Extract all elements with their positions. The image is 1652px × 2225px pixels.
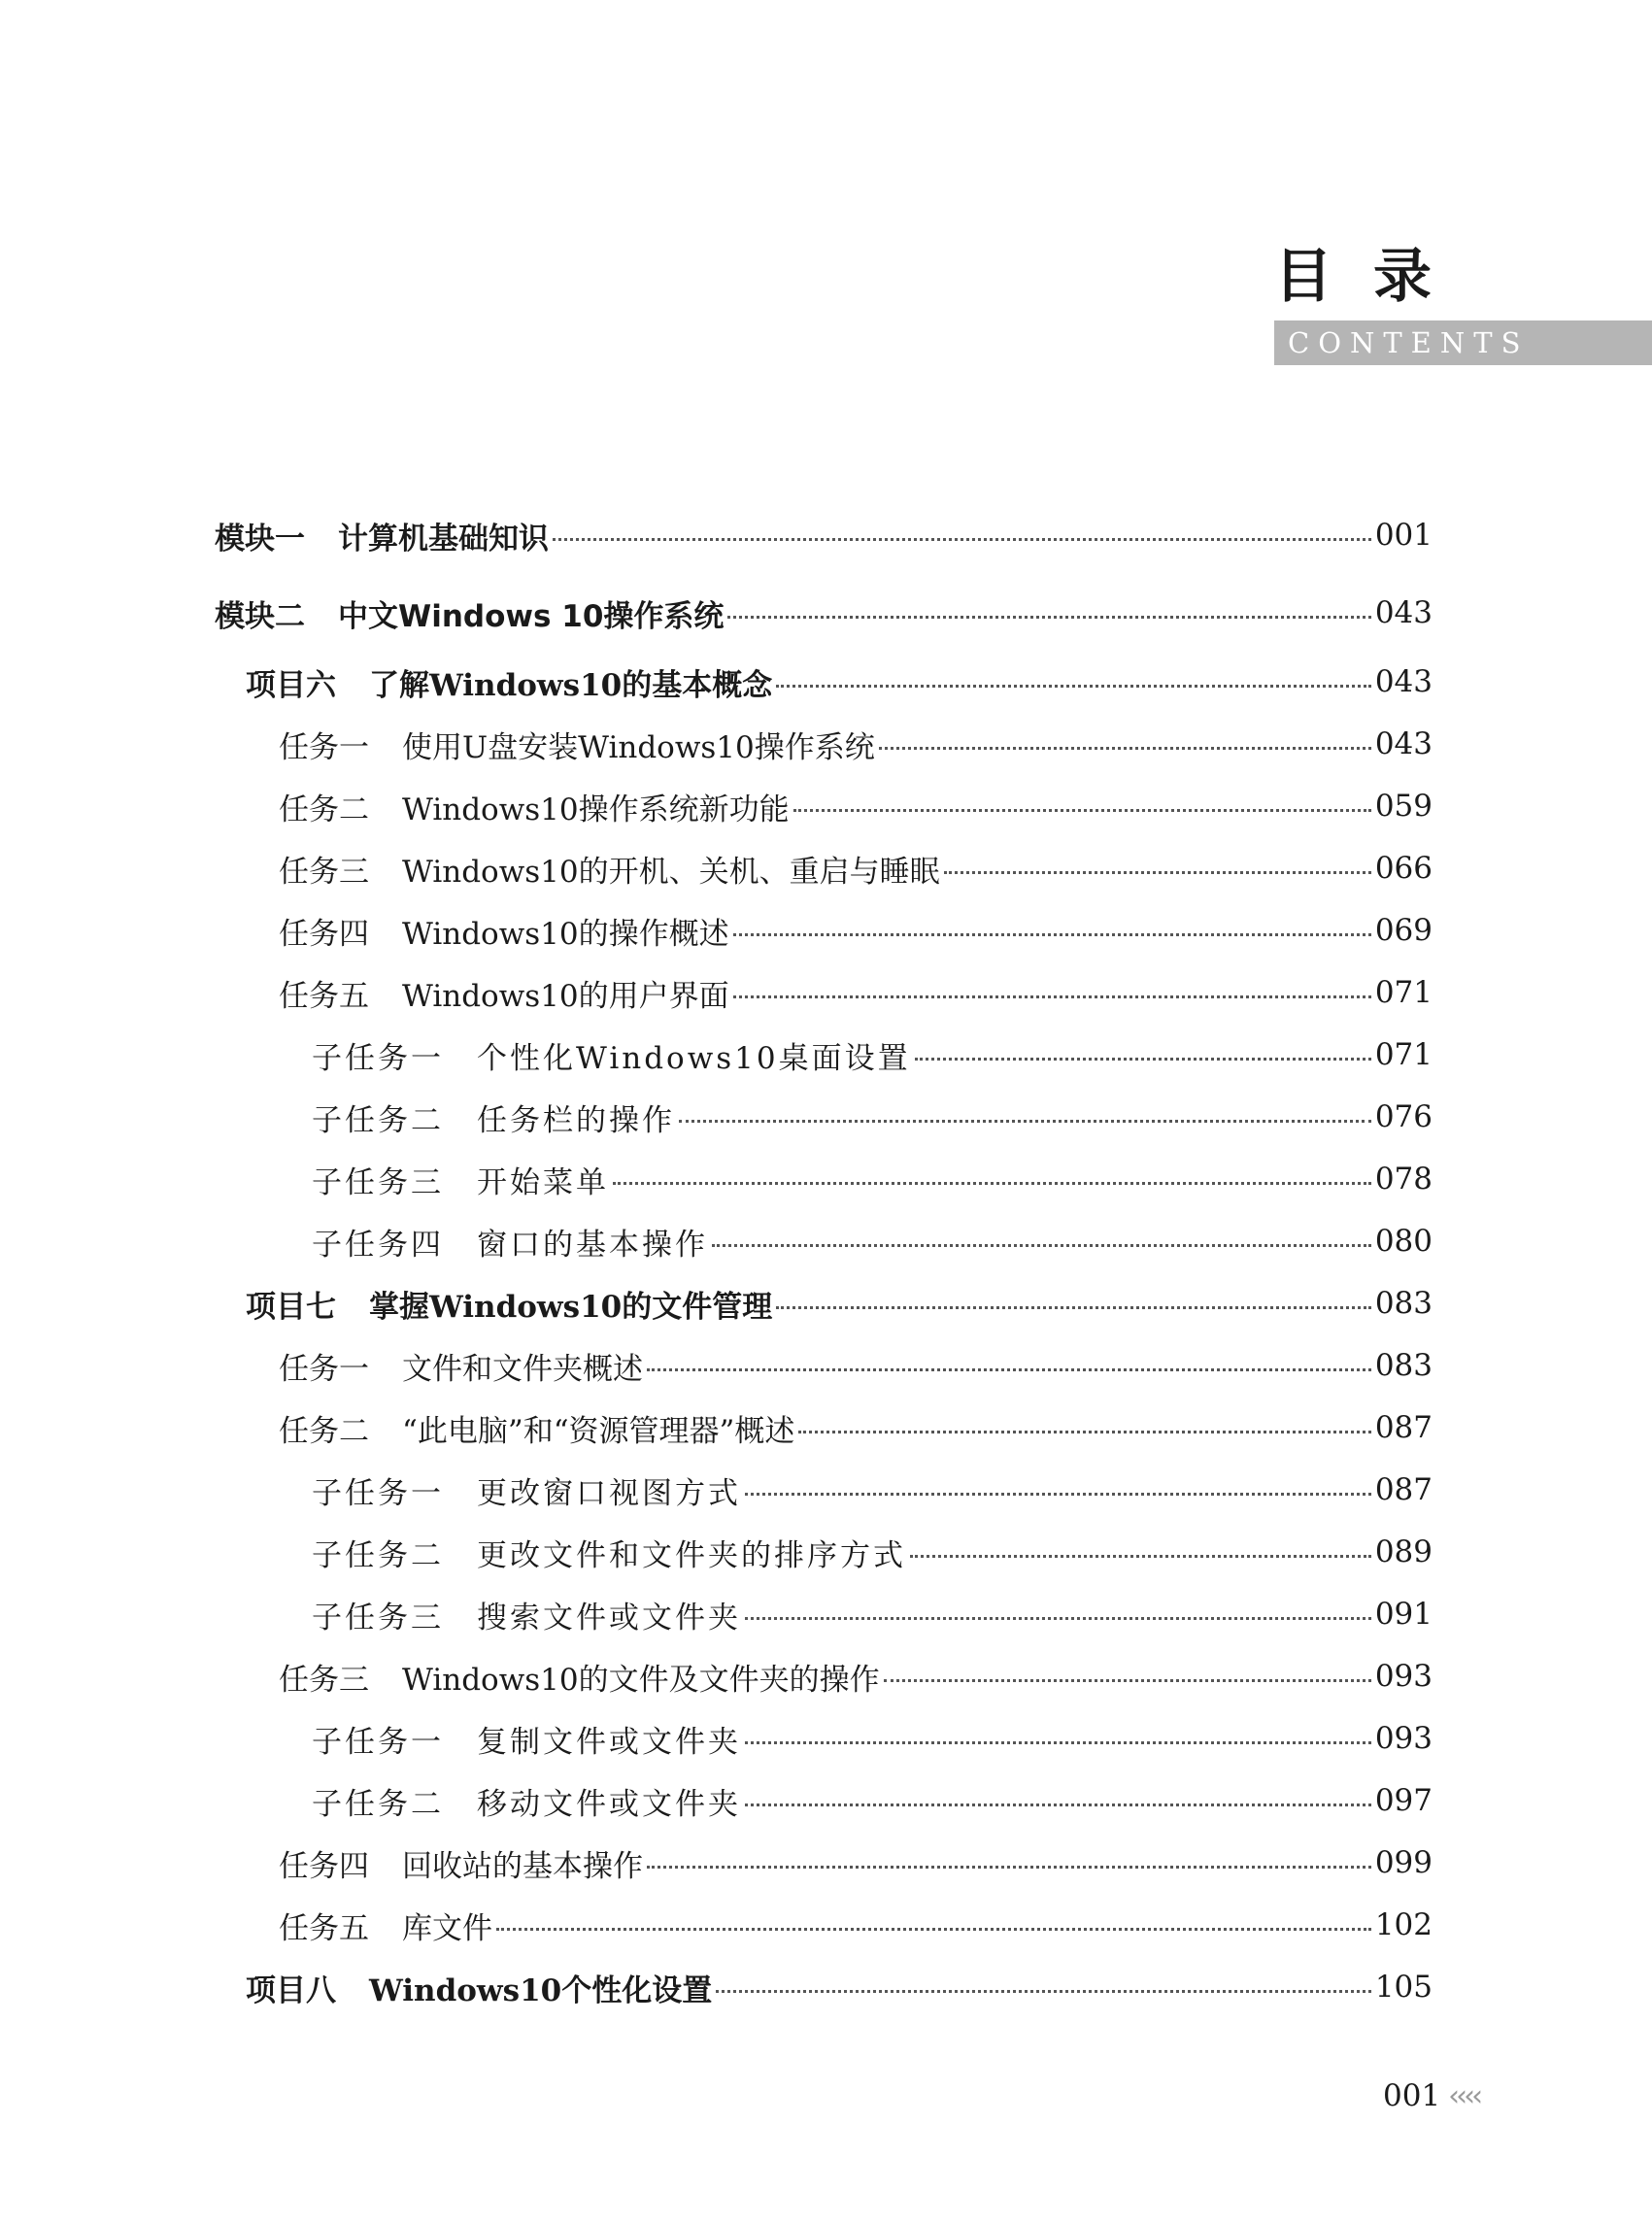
dot-leader bbox=[733, 933, 1371, 936]
entry-title: Windows10的操作概述 bbox=[402, 916, 729, 952]
page-number: 001 bbox=[1383, 2078, 1441, 2113]
dot-leader bbox=[776, 685, 1371, 688]
toc-entry[interactable] bbox=[312, 1156, 1433, 1202]
dot-leader bbox=[745, 1741, 1371, 1744]
toc-entry[interactable] bbox=[279, 721, 1433, 767]
dot-leader bbox=[613, 1182, 1371, 1185]
entry-page: 105 bbox=[1374, 1970, 1433, 2005]
entry-label: 子任务一 bbox=[312, 1724, 444, 1760]
entry-title: Windows10的用户界面 bbox=[402, 978, 729, 1014]
entry-page: 043 bbox=[1374, 726, 1433, 761]
entry-title: 掌握Windows10的文件管理 bbox=[369, 1289, 773, 1325]
entry-title: 窗口的基本操作 bbox=[477, 1227, 708, 1263]
dot-leader bbox=[679, 1120, 1371, 1123]
entry-label: 项目六 bbox=[246, 667, 336, 703]
entry-label: 任务一 bbox=[279, 1351, 369, 1387]
toc-entry[interactable] bbox=[246, 658, 1433, 705]
toc-entry[interactable] bbox=[312, 1031, 1433, 1078]
entry-title: 中文Windows 10操作系统 bbox=[338, 598, 725, 634]
entry-title: 库文件 bbox=[402, 1910, 492, 1946]
entry-label: 子任务三 bbox=[312, 1164, 444, 1200]
dot-leader bbox=[745, 1804, 1371, 1806]
page-footer bbox=[1383, 2078, 1479, 2113]
entry-title: 了解Windows10的基本概念 bbox=[369, 667, 773, 703]
toc-entry[interactable] bbox=[279, 1839, 1433, 1886]
dot-leader bbox=[793, 809, 1371, 812]
entry-page: 099 bbox=[1374, 1845, 1433, 1880]
entry-page: 076 bbox=[1374, 1099, 1433, 1134]
entry-title: Windows10操作系统新功能 bbox=[402, 792, 790, 827]
entry-label: 任务三 bbox=[279, 1662, 369, 1698]
dot-leader bbox=[553, 538, 1371, 541]
dot-leader bbox=[915, 1058, 1371, 1061]
entry-title: Windows10的文件及文件夹的操作 bbox=[402, 1662, 880, 1698]
dot-leader bbox=[745, 1617, 1371, 1620]
dot-leader bbox=[733, 995, 1371, 998]
entry-label: 任务三 bbox=[279, 854, 369, 890]
entry-title: 移动文件或文件夹 bbox=[477, 1786, 741, 1822]
dot-leader bbox=[745, 1493, 1371, 1496]
toc-entry[interactable] bbox=[279, 969, 1433, 1016]
entry-page: 043 bbox=[1374, 664, 1433, 699]
toc-entry[interactable] bbox=[312, 1466, 1433, 1513]
entry-page: 059 bbox=[1374, 789, 1433, 824]
entry-label: 任务二 bbox=[279, 792, 369, 827]
entry-page: 043 bbox=[1374, 595, 1433, 630]
entry-title: 任务栏的操作 bbox=[477, 1102, 675, 1138]
entry-label: 子任务二 bbox=[312, 1786, 444, 1822]
entry-label: 任务五 bbox=[279, 1910, 369, 1946]
toc-entry[interactable] bbox=[312, 1529, 1433, 1575]
toc-entry[interactable] bbox=[312, 1591, 1433, 1637]
entry-page: 091 bbox=[1374, 1597, 1433, 1632]
dot-leader bbox=[716, 1990, 1371, 1993]
entry-page: 083 bbox=[1374, 1348, 1433, 1383]
entry-title: 使用U盘安装Windows10操作系统 bbox=[402, 729, 875, 765]
entry-page: 078 bbox=[1374, 1162, 1433, 1197]
entry-title: Windows10的开机、关机、重启与睡眠 bbox=[402, 854, 940, 890]
entry-page: 069 bbox=[1374, 913, 1433, 948]
dot-leader bbox=[776, 1306, 1371, 1309]
entry-title: 复制文件或文件夹 bbox=[477, 1724, 741, 1760]
entry-page: 102 bbox=[1374, 1907, 1433, 1942]
entry-title: 搜索文件或文件夹 bbox=[477, 1600, 741, 1635]
entry-label: 子任务一 bbox=[312, 1040, 444, 1076]
entry-title: 计算机基础知识 bbox=[338, 521, 549, 556]
dot-leader bbox=[727, 616, 1370, 619]
entry-label: 项目七 bbox=[246, 1289, 336, 1325]
entry-label: 任务四 bbox=[279, 916, 369, 952]
entry-page: 080 bbox=[1374, 1224, 1433, 1259]
toc-entry[interactable] bbox=[279, 1342, 1433, 1389]
toc-entry[interactable] bbox=[279, 1902, 1433, 1948]
entry-label: 子任务四 bbox=[312, 1227, 444, 1263]
entry-page: 093 bbox=[1374, 1721, 1433, 1756]
dot-leader bbox=[944, 871, 1371, 874]
entry-label: 子任务二 bbox=[312, 1102, 444, 1138]
dot-leader bbox=[798, 1431, 1370, 1433]
page-title: 目录 bbox=[1274, 243, 1472, 311]
entry-title: 个性化Windows10桌面设置 bbox=[477, 1040, 911, 1076]
toc-entry[interactable] bbox=[312, 1777, 1433, 1824]
toc-entry[interactable] bbox=[312, 1094, 1433, 1140]
entry-title: 开始菜单 bbox=[477, 1164, 609, 1200]
entry-page: 087 bbox=[1374, 1472, 1433, 1507]
dot-leader bbox=[647, 1866, 1371, 1869]
entry-page: 071 bbox=[1374, 1037, 1433, 1072]
toc-entry[interactable] bbox=[215, 590, 1433, 636]
entry-title: 文件和文件夹概述 bbox=[402, 1351, 643, 1387]
entry-label: 任务一 bbox=[279, 729, 369, 765]
dot-leader bbox=[647, 1368, 1371, 1371]
entry-label: 模块二 bbox=[215, 598, 305, 634]
toc-entry[interactable] bbox=[215, 512, 1433, 558]
toc-entry[interactable] bbox=[312, 1715, 1433, 1762]
entry-page: 089 bbox=[1374, 1534, 1433, 1569]
entry-label: 项目八 bbox=[246, 1972, 336, 2008]
entry-label: 任务二 bbox=[279, 1413, 369, 1449]
entry-page: 066 bbox=[1374, 851, 1433, 886]
entry-title: 回收站的基本操作 bbox=[402, 1848, 643, 1884]
dot-leader bbox=[879, 747, 1371, 750]
entry-label: 子任务一 bbox=[312, 1475, 444, 1511]
entry-title: 更改窗口视图方式 bbox=[477, 1475, 741, 1511]
entry-page: 001 bbox=[1374, 518, 1433, 553]
dot-leader bbox=[910, 1555, 1371, 1558]
entry-label: 子任务三 bbox=[312, 1600, 444, 1635]
toc-entry[interactable] bbox=[279, 783, 1433, 829]
toc-entry[interactable] bbox=[279, 907, 1433, 954]
toc-entry[interactable] bbox=[279, 1653, 1433, 1700]
contents-subtitle: CONTENTS bbox=[1288, 326, 1530, 359]
toc-entry[interactable] bbox=[246, 1964, 1433, 2010]
entry-label: 任务四 bbox=[279, 1848, 369, 1884]
dot-leader bbox=[884, 1679, 1371, 1682]
chevron-left-icon: ‹‹‹‹ bbox=[1448, 2079, 1480, 2113]
entry-page: 071 bbox=[1374, 975, 1433, 1010]
toc-entry[interactable] bbox=[312, 1218, 1433, 1264]
toc-entry[interactable] bbox=[279, 1404, 1433, 1451]
toc-entry[interactable] bbox=[279, 845, 1433, 892]
entry-title: Windows10个性化设置 bbox=[369, 1972, 713, 2008]
entry-title: 更改文件和文件夹的排序方式 bbox=[477, 1537, 906, 1573]
dot-leader bbox=[712, 1244, 1371, 1247]
entry-label: 任务五 bbox=[279, 978, 369, 1014]
entry-title: “此电脑”和“资源管理器”概述 bbox=[402, 1413, 795, 1449]
entry-page: 087 bbox=[1374, 1410, 1433, 1445]
entry-page: 093 bbox=[1374, 1659, 1433, 1694]
entry-label: 子任务二 bbox=[312, 1537, 444, 1573]
entry-label: 模块一 bbox=[215, 521, 305, 556]
entry-page: 097 bbox=[1374, 1783, 1433, 1818]
toc-entry[interactable] bbox=[246, 1280, 1433, 1327]
entry-page: 083 bbox=[1374, 1286, 1433, 1321]
dot-leader bbox=[496, 1928, 1371, 1931]
